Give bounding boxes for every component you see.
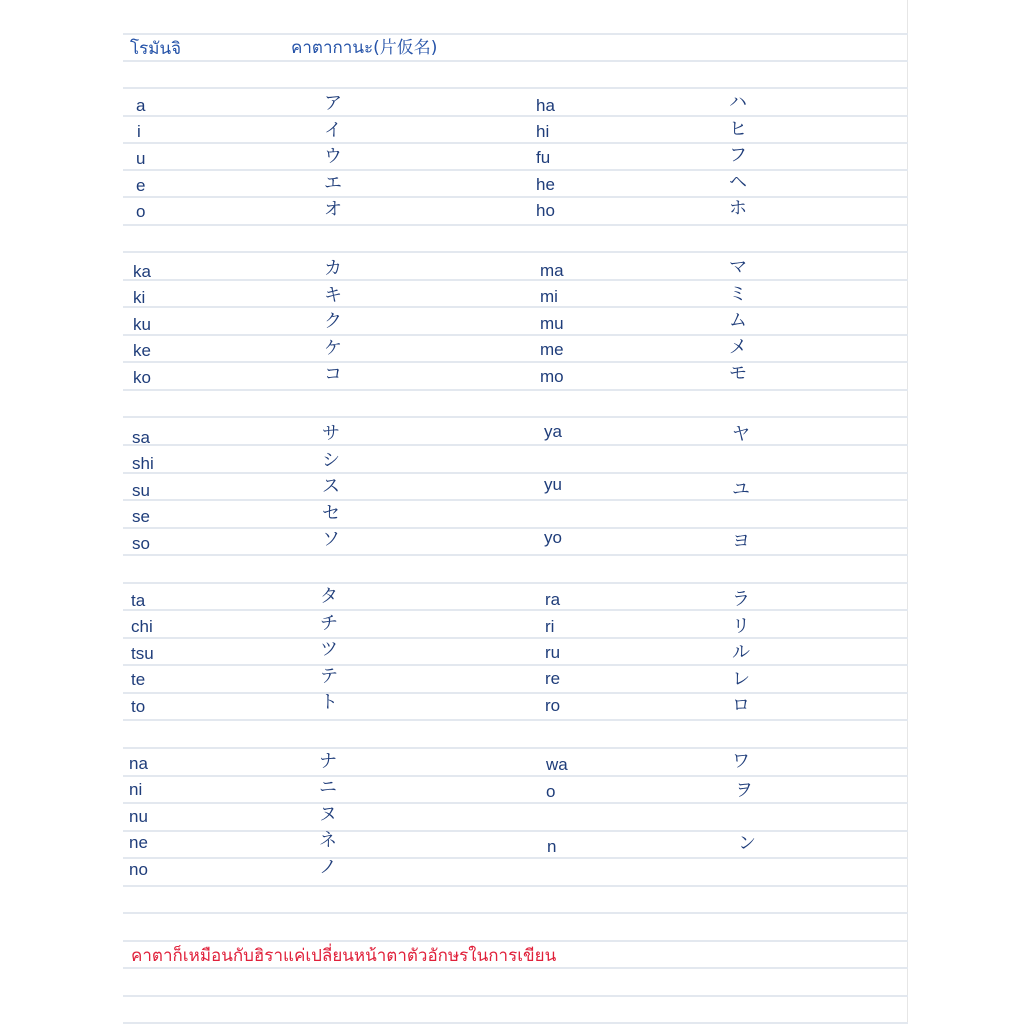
romaji-column-header: โรมันจิ [130,39,182,59]
romaji-cell: e [136,176,146,195]
romaji-cell: mi [540,287,558,306]
katakana-column-header: คาตากานะ(片仮名) [291,38,438,58]
ruled-line [123,554,908,556]
kana-cell: タ [320,586,338,607]
kana-cell: ロ [732,695,750,716]
ruled-line [123,416,908,418]
romaji-cell: mo [540,367,564,386]
kana-cell: リ [732,616,750,637]
romaji-cell: ko [133,368,151,387]
kana-cell: ヌ [319,804,337,825]
romaji-cell: n [547,837,557,856]
ruled-line [123,857,908,859]
romaji-cell: ri [545,617,555,636]
ruled-line [123,885,908,887]
romaji-cell: shi [132,454,154,473]
romaji-cell: se [132,507,150,526]
romaji-cell: he [536,175,555,194]
kana-cell: チ [320,613,338,634]
kana-cell: コ [324,364,342,385]
romaji-cell: no [129,860,148,879]
kana-cell: ツ [320,639,338,660]
kana-cell: ヒ [729,119,747,140]
ruled-line [123,169,908,171]
romaji-cell: o [546,782,556,801]
kana-cell: ケ [324,338,342,359]
kana-cell: オ [324,199,342,220]
footnote-text: คาตาก็เหมือนกับฮิราแค่เปลี่ยนหน้าตาตัวอักษรในการเขียน [131,946,557,966]
kana-cell: ヘ [729,172,747,193]
romaji-cell: to [131,697,146,716]
romaji-cell: ho [536,201,555,220]
romaji-cell: hi [536,122,550,141]
ruled-line [123,87,908,89]
kana-cell: イ [324,120,342,141]
ruled-line [123,527,908,529]
romaji-cell: su [132,481,150,500]
kana-cell: サ [322,423,340,444]
ruled-line [123,609,908,611]
kana-cell: ラ [732,589,750,610]
ruled-line [123,967,908,969]
ruled-line [123,719,908,721]
kana-cell: ヨ [732,531,750,552]
romaji-cell: yu [544,475,562,494]
romaji-cell: ne [129,833,148,852]
romaji-cell: tsu [131,644,154,663]
kana-cell: ナ [319,751,337,772]
ruled-line [123,279,908,281]
romaji-cell: na [129,754,148,773]
ruled-line [123,472,908,474]
romaji-cell: ni [129,780,143,799]
romaji-cell: mu [540,314,564,333]
kana-cell: ユ [732,479,750,500]
romaji-cell: sa [132,428,150,447]
kana-cell: キ [324,285,342,306]
romaji-cell: ra [545,590,561,609]
kana-cell: ヤ [732,424,750,445]
romaji-cell: yo [544,528,562,547]
ruled-line [123,775,908,777]
kana-cell: モ [729,363,747,384]
kana-cell: フ [729,145,747,166]
kana-cell: ホ [729,198,747,219]
ruled-line [123,60,908,62]
kana-cell: ウ [324,146,342,167]
kana-cell: ル [732,642,750,663]
romaji-cell: so [132,534,150,553]
romaji-cell: ma [540,261,564,280]
romaji-cell: nu [129,807,148,826]
romaji-cell: ke [133,341,151,360]
ruled-line [123,361,908,363]
ruled-line [123,995,908,997]
kana-cell: エ [324,173,342,194]
kana-cell: ク [324,311,342,332]
romaji-cell: ro [545,696,561,715]
kana-cell: ニ [319,777,337,798]
romaji-cell: wa [546,755,568,774]
kana-cell: テ [320,666,338,687]
romaji-cell: ka [133,262,151,281]
ruled-line [123,33,908,35]
kana-cell: マ [729,257,747,278]
romaji-cell: me [540,340,564,359]
ruled-line [123,306,908,308]
ruled-line [123,830,908,832]
ruled-line [123,582,908,584]
ruled-line [123,142,908,144]
ruled-line [123,692,908,694]
kana-cell: ワ [732,751,750,772]
ruled-line [123,912,908,914]
kana-cell: ム [729,310,747,331]
ruled-line [123,389,908,391]
romaji-cell: chi [131,617,153,636]
romaji-cell: te [131,670,146,689]
romaji-cell: a [136,96,146,115]
ruled-line [123,499,908,501]
ruled-line [123,664,908,666]
ruled-line [123,940,908,942]
kana-cell: ア [324,93,342,114]
romaji-cell: u [136,149,146,168]
kana-cell: ス [322,476,340,497]
page-margin-line [907,0,908,1024]
romaji-cell: ha [536,96,555,115]
ruled-line [123,251,908,253]
kana-cell: ン [738,833,756,854]
kana-cell: セ [322,503,340,524]
kana-cell: レ [732,669,750,690]
ruled-line [123,334,908,336]
romaji-cell: i [137,122,141,141]
kana-cell: メ [729,337,747,358]
kana-cell: シ [322,450,340,471]
romaji-cell: ru [545,643,561,662]
ruled-line [123,196,908,198]
kana-cell: カ [324,258,342,279]
ruled-line [123,115,908,117]
ruled-line [123,637,908,639]
kana-cell: ト [320,692,338,713]
romaji-cell: ya [544,422,562,441]
ruled-line [123,747,908,749]
kana-cell: ネ [319,830,337,851]
kana-cell: ハ [729,92,747,113]
kana-cell: ノ [319,857,337,878]
romaji-cell: re [545,669,561,688]
romaji-cell: fu [536,148,551,167]
romaji-cell: o [136,202,146,221]
ruled-line [123,802,908,804]
romaji-cell: ki [133,288,146,307]
romaji-cell: ku [133,315,151,334]
ruled-line [123,224,908,226]
ruled-line [123,444,908,446]
kana-cell: ミ [729,284,747,305]
romaji-cell: ta [131,591,146,610]
kana-cell: ソ [322,529,340,550]
kana-cell: ヲ [735,780,753,801]
